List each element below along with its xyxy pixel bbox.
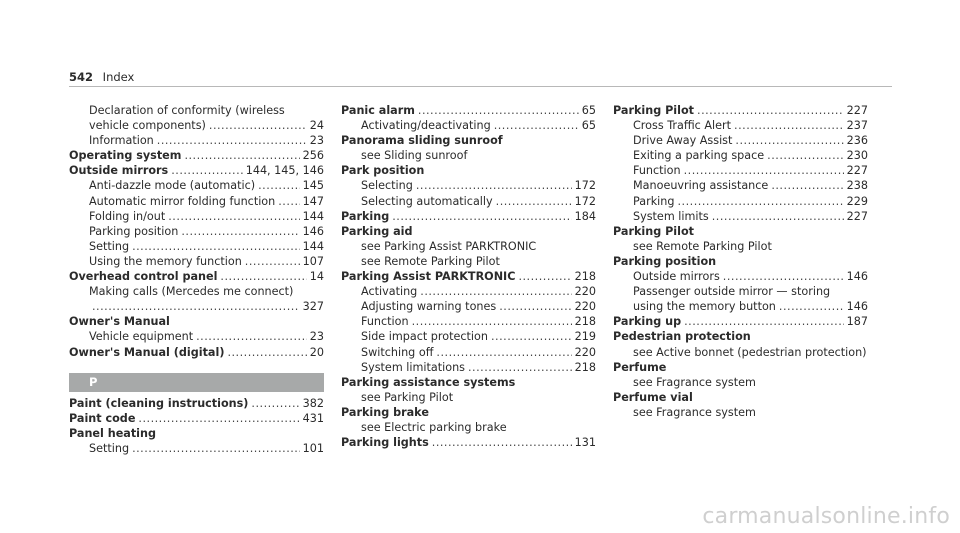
index-term: see Sliding sunroof: [361, 149, 468, 163]
index-term: Folding in/out: [89, 209, 166, 223]
page-reference: 146: [302, 224, 324, 238]
index-subentry: [613, 133, 868, 148]
index-subentry: [69, 284, 324, 299]
index-subentry: [613, 178, 868, 193]
page-reference: 382: [302, 396, 324, 410]
index-term: Activating: [361, 285, 418, 299]
index-heading: [341, 435, 596, 450]
page-reference: 172: [574, 194, 596, 208]
index-term: Vehicle equipment: [89, 330, 194, 344]
index-term: Setting: [89, 441, 130, 455]
index-heading: [69, 411, 324, 426]
page-reference: 238: [846, 179, 868, 193]
index-heading: [613, 314, 868, 329]
index-column-1: [69, 103, 324, 456]
index-subentry: [341, 239, 596, 254]
index-column-3: [613, 103, 868, 420]
page-reference: 227: [846, 209, 868, 223]
index-subentry: [613, 118, 868, 133]
index-heading: [69, 314, 324, 329]
index-subentry: [341, 254, 596, 269]
index-term: Automatic mirror folding function: [89, 194, 276, 208]
leader-dots: [227, 345, 306, 360]
leader-dots: [245, 254, 300, 269]
leader-dots: [132, 239, 300, 254]
index-heading: [613, 103, 868, 118]
page-reference: 184: [574, 209, 596, 223]
index-term: Park position: [341, 164, 425, 178]
index-subentry: [69, 254, 324, 269]
index-term: Making calls (Mercedes me connect): [89, 285, 294, 299]
watermark: carmanualsonline.info: [702, 504, 950, 529]
leader-dots: [258, 178, 300, 193]
index-term: Using the memory function: [89, 254, 242, 268]
leader-dots: [499, 299, 571, 314]
page-reference: 218: [574, 360, 596, 374]
index-term: see Parking Pilot: [361, 390, 454, 404]
index-subentry: [613, 284, 868, 299]
index-term: Drive Away Assist: [633, 134, 733, 148]
index-term: using the memory button: [633, 300, 776, 314]
index-list-col1-b: [69, 396, 324, 456]
page-reference: 218: [574, 270, 596, 284]
leader-dots: [209, 118, 307, 133]
page-reference: 146: [846, 300, 868, 314]
index-term: Cross Traffic Alert: [633, 119, 732, 133]
index-term: Parking Assist PARKTRONIC: [341, 270, 516, 284]
index-term: Paint (cleaning instructions): [69, 396, 249, 410]
index-term: Parking aid: [341, 224, 413, 238]
leader-dots: [92, 299, 300, 314]
index-heading: [613, 329, 868, 344]
index-subentry: [69, 209, 324, 224]
leader-dots: [712, 209, 844, 224]
index-term: Adjusting warning tones: [361, 300, 497, 314]
index-term: Declaration of conformity (wireless: [89, 104, 285, 117]
index-heading: [613, 224, 868, 239]
index-subentry: [613, 299, 868, 314]
index-term: see Fragrance system: [633, 405, 756, 419]
leader-dots: [392, 209, 571, 224]
page-header: [69, 70, 134, 84]
index-subentry: [69, 103, 324, 118]
section-name: Index: [102, 70, 135, 84]
section-letter-bar: P: [69, 373, 324, 392]
leader-dots: [723, 269, 844, 284]
index-heading: [69, 426, 324, 441]
page-reference: 237: [846, 119, 868, 133]
index-heading: [341, 224, 596, 239]
leader-dots: [196, 329, 307, 344]
index-term: see Remote Parking Pilot: [633, 239, 772, 253]
leader-dots: [220, 269, 306, 284]
page-reference: 107: [302, 254, 324, 268]
index-term: Parking lights: [341, 436, 429, 450]
page-reference: 327: [302, 300, 324, 314]
index-subentry: [341, 420, 596, 435]
index-term: see Remote Parking Pilot: [361, 254, 500, 268]
index-term: Function: [361, 315, 409, 329]
index-term: vehicle components): [89, 119, 206, 133]
page-reference: 220: [574, 345, 596, 359]
leader-dots: [468, 360, 572, 375]
index-subentry: [613, 194, 868, 209]
leader-dots: [132, 441, 300, 456]
index-subentry: [341, 390, 596, 405]
index-subentry: [341, 284, 596, 299]
page-reference: 230: [846, 149, 868, 163]
index-subentry: [341, 148, 596, 163]
index-subentry: [69, 133, 324, 148]
leader-dots: [494, 118, 579, 133]
index-term: Perfume vial: [613, 390, 693, 404]
index-term: Parking: [633, 194, 675, 208]
leader-dots: [684, 314, 844, 329]
leader-dots: [767, 148, 843, 163]
index-subentry: [69, 329, 324, 344]
page-reference: 144: [302, 239, 324, 253]
page-reference: 101: [302, 441, 324, 455]
index-term: Owner's Manual: [69, 315, 170, 329]
index-term: Exiting a parking space: [633, 149, 765, 163]
page-reference: 256: [302, 149, 324, 163]
page-reference: 220: [574, 300, 596, 314]
index-term: Activating/deactivating: [361, 119, 491, 133]
index-term: Parking position: [89, 224, 179, 238]
page-reference: 227: [846, 164, 868, 178]
page-reference: 24: [309, 119, 324, 133]
index-term: Parking assistance systems: [341, 375, 516, 389]
index-heading: [69, 163, 324, 178]
page-reference: 145: [302, 179, 324, 193]
leader-dots: [171, 163, 243, 178]
leader-dots: [420, 284, 571, 299]
index-subentry: [613, 239, 868, 254]
leader-dots: [697, 103, 844, 118]
index-term: Passenger outside mirror — storing: [633, 285, 831, 299]
leader-dots: [779, 299, 844, 314]
index-list-col2: [341, 103, 596, 450]
leader-dots: [496, 194, 572, 209]
page-reference: 187: [846, 315, 868, 329]
leader-dots: [412, 314, 572, 329]
header-divider: [69, 86, 892, 87]
index-term: System limitations: [361, 360, 465, 374]
index-subentry: [69, 118, 324, 133]
index-term: Anti-dazzle mode (automatic): [89, 179, 256, 193]
page-reference: 431: [302, 411, 324, 425]
index-term: Overhead control panel: [69, 270, 218, 284]
page-reference: 229: [846, 194, 868, 208]
index-heading: [341, 163, 596, 178]
leader-dots: [684, 163, 844, 178]
index-list-col3: [613, 103, 868, 420]
index-subentry: [341, 329, 596, 344]
page-reference: 20: [309, 345, 324, 359]
index-subentry: [69, 299, 324, 314]
page-reference: 219: [574, 330, 596, 344]
index-subentry: [341, 194, 596, 209]
page-reference: 23: [309, 330, 324, 344]
index-subentry: [341, 299, 596, 314]
leader-dots: [181, 224, 299, 239]
index-heading: [613, 390, 868, 405]
index-term: Selecting automatically: [361, 194, 493, 208]
index-heading: [341, 103, 596, 118]
index-list-col1-a: [69, 103, 324, 360]
index-subentry: [613, 269, 868, 284]
index-heading: [69, 269, 324, 284]
page-number: 542: [69, 70, 94, 84]
index-term: Operating system: [69, 149, 182, 163]
index-heading: [341, 209, 596, 224]
index-subentry: [613, 405, 868, 420]
index-subentry: [341, 178, 596, 193]
index-term: Switching off: [361, 345, 434, 359]
index-heading: [69, 396, 324, 411]
index-term: Panel heating: [69, 426, 156, 440]
leader-dots: [491, 329, 572, 344]
leader-dots: [734, 118, 844, 133]
index-subentry: [613, 345, 868, 360]
index-term: see Fragrance system: [633, 375, 756, 389]
leader-dots: [677, 194, 843, 209]
leader-dots: [138, 411, 299, 426]
index-term: Setting: [89, 239, 130, 253]
index-term: Pedestrian protection: [613, 330, 751, 344]
index-term: Manoeuvring assistance: [633, 179, 769, 193]
index-term: Parking Pilot: [613, 224, 695, 238]
index-term: see Active bonnet (pedestrian protection): [633, 345, 867, 359]
index-term: Parking: [341, 209, 390, 223]
index-subentry: [613, 148, 868, 163]
index-heading: [69, 148, 324, 163]
index-term: Panic alarm: [341, 104, 415, 117]
index-heading: [613, 360, 868, 375]
page-reference: 147: [302, 194, 324, 208]
index-term: Owner's Manual (digital): [69, 345, 225, 359]
index-term: Function: [633, 164, 681, 178]
page-reference: 172: [574, 179, 596, 193]
leader-dots: [416, 178, 572, 193]
index-term: Panorama sliding sunroof: [341, 134, 503, 148]
index-term: Parking position: [613, 254, 717, 268]
index-subentry: [613, 163, 868, 178]
page-reference: 65: [581, 119, 596, 133]
leader-dots: [278, 194, 299, 209]
page-reference: 236: [846, 134, 868, 148]
leader-dots: [184, 148, 299, 163]
index-subentry: [69, 224, 324, 239]
index-term: Side impact protection: [361, 330, 488, 344]
index-term: System limits: [633, 209, 709, 223]
page-reference: 144, 145, 146: [245, 164, 324, 178]
index-term: Outside mirrors: [69, 164, 169, 178]
index-heading: [341, 375, 596, 390]
page-reference: 227: [846, 104, 868, 117]
leader-dots: [251, 396, 299, 411]
index-term: Outside mirrors: [633, 270, 720, 284]
index-heading: [613, 254, 868, 269]
index-subentry: [69, 239, 324, 254]
index-subentry: [69, 178, 324, 193]
index-column-2: [341, 103, 596, 450]
index-term: Selecting: [361, 179, 413, 193]
index-term: Parking up: [613, 315, 682, 329]
page-reference: 131: [574, 436, 596, 450]
index-subentry: [613, 209, 868, 224]
page-reference: 220: [574, 285, 596, 299]
index-term: Information: [89, 134, 154, 148]
index-subentry: [69, 441, 324, 456]
index-subentry: [341, 118, 596, 133]
index-heading: [341, 133, 596, 148]
leader-dots: [157, 133, 307, 148]
leader-dots: [771, 178, 843, 193]
index-subentry: [341, 314, 596, 329]
leader-dots: [518, 269, 571, 284]
index-term: Paint code: [69, 411, 136, 425]
leader-dots: [168, 209, 299, 224]
index-subentry: [69, 194, 324, 209]
index-term: see Parking Assist PARKTRONIC: [361, 239, 537, 253]
page-reference: 146: [846, 270, 868, 284]
index-subentry: [341, 345, 596, 360]
index-subentry: [341, 360, 596, 375]
page-reference: 218: [574, 315, 596, 329]
page-reference: 65: [581, 104, 596, 117]
index-heading: [341, 405, 596, 420]
page-reference: 14: [309, 270, 324, 284]
page-reference: 144: [302, 209, 324, 223]
leader-dots: [432, 435, 572, 450]
index-term: see Electric parking brake: [361, 420, 507, 434]
leader-dots: [418, 103, 579, 118]
page-reference: 23: [309, 134, 324, 148]
index-subentry: [613, 375, 868, 390]
leader-dots: [735, 133, 843, 148]
leader-dots: [436, 345, 571, 360]
index-term: Perfume: [613, 360, 667, 374]
index-heading: [69, 345, 324, 360]
index-heading: [341, 269, 596, 284]
index-term: Parking brake: [341, 405, 429, 419]
index-term: Parking Pilot: [613, 104, 695, 117]
